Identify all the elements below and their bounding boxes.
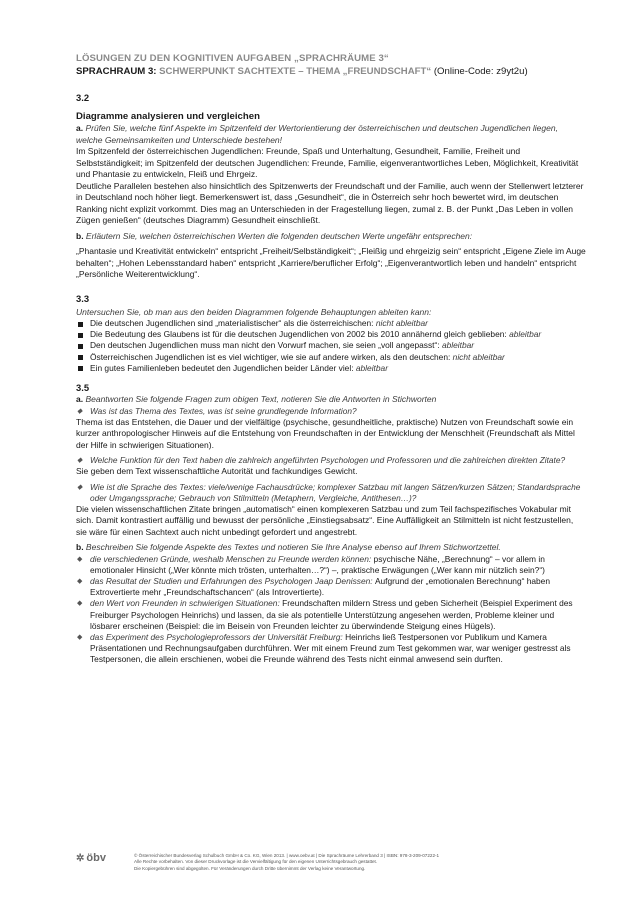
aspect-list bbox=[76, 554, 586, 666]
list-item bbox=[76, 352, 586, 363]
section-title-3-2: Diagramme analysieren und vergleichen bbox=[76, 111, 260, 122]
question-list bbox=[76, 482, 586, 504]
answer-paragraph: Deutliche Parallelen bestehen also hinsichtlich des Spitzenwerts der Freundschaft und der Familie, auch wenn der Stellenwert letzterer in Deutschland noch höher liegt. Bemerkenswert ist, dass „Gesundheit“, die in Österreich sehr hoch bewertet wird, im deutschen Ranking nicht explizit vorkommt. Dies mag an Unterschieden in der Fragestellung liegen, zumal z. B. der Punkt „Das Leben in vollen Zügen genießen“ (deutsches Diagramm) Gesundheit einschließt. bbox=[76, 180, 584, 225]
list-item bbox=[76, 576, 586, 598]
claim-answer: ableitbar bbox=[509, 329, 542, 340]
answer-paragraph: Im Spitzenfeld der österreichischen Jugendlichen: Freunde, Spaß und Unterhaltung, Gesundheit, Familie, Freiheit und Selbstständigkeit; im Spitzenfeld der deutschen Jugendlichen: Freunde, Familie, eigenverantwortliches Leben, Möglichkeit, Kreativität und Phantasie zu entwickeln, Fleiß und Ehrgeiz. bbox=[76, 146, 579, 179]
task-text: Erläutern Sie, welchen österreichischen Werten die folgenden deutschen Werte ungefähr entsprechen: bbox=[83, 230, 473, 241]
section-number-3-2: 3.2 bbox=[76, 92, 90, 103]
claim-answer: nicht ableitbar bbox=[452, 351, 505, 362]
list-item bbox=[76, 632, 586, 666]
claim-text: Ein gutes Familienleben bedeutet den Jugendlichen beider Länder viel: bbox=[90, 362, 356, 373]
section-number-3-5: 3.5 bbox=[76, 382, 90, 394]
copyright-line: Alle Rechte vorbehalten. Von dieser Druckvorlage ist die Vervielfältigung für den eigenen Unterrichtsgebrauch gestattet. bbox=[134, 859, 378, 865]
page-content bbox=[76, 52, 586, 666]
copyright-line: © Österreichischer Bundesverlag Schulbuch GmbH & Co. KG, Wien 2013. | www.oebv.at | Die Sprachräume Lehrerband 3 | ISBN: 978-3-209-07222-1 bbox=[134, 853, 440, 858]
task-3-5-a bbox=[76, 394, 586, 406]
question-item: ◆ Welche Funktion für den Text haben die zahlreich angeführten Psychologen und Professoren und die zahlreichen direkten Zitate? bbox=[76, 455, 586, 466]
task-label: b. bbox=[76, 542, 84, 553]
aspect-question: das Resultat der Studien und Erfahrungen des Psychologen Jaap Denissen: bbox=[90, 575, 375, 586]
answer-paragraph: Thema ist das Entstehen, die Dauer und der vielfältige (psychische, gesundheitliche, praktische) Nutzen von Freundschaft sowie ein kurzer anthropologischer Hinweis auf die Entstehung von Freundschaften in der Entwicklung der Menschheit (Freundschaft als Mittel der Hilfe in schwierigen Situationen). bbox=[76, 416, 575, 450]
copyright-text bbox=[134, 853, 564, 872]
aspect-answer: Heinrichs ließ Testpersonen vor Publikum und Kamera Präsentationen und Rechnungsaufgaben durchführen. Wer mit einem Freund zum Test gekommen war, war weniger gestresst als Testpersonen, die allein erschienen, wobei die Freunde während des Tests nicht einmal anwesend sein durften. bbox=[90, 631, 571, 665]
question-item: ◆ Was ist das Thema des Textes, was ist seine grundlegende Information? bbox=[76, 406, 586, 417]
question-item: ◆ Wie ist die Sprache des Textes: viele/wenige Fachausdrücke; komplexer Satzbau mit langen Sätzen/kurzen Sätzen; Standardsprache oder Umgangssprache; Gebrauch von Stilmitteln (Metaphern, Vergleiche, Antithesen…)? bbox=[76, 482, 586, 504]
logo-text: öbv bbox=[86, 852, 106, 864]
question-list bbox=[76, 406, 586, 417]
logo-star-icon: ✲ bbox=[76, 853, 85, 864]
list-item bbox=[76, 554, 586, 576]
header-prefix: SPRACHRAUM 3: bbox=[76, 66, 157, 77]
list-item bbox=[76, 598, 586, 632]
aspect-question: den Wert von Freunden in schwierigen Situationen: bbox=[90, 598, 283, 609]
list-item bbox=[76, 329, 586, 340]
claim-answer: ableitbar bbox=[441, 340, 475, 351]
publisher-logo bbox=[76, 852, 106, 864]
task-label: a. bbox=[76, 123, 84, 133]
claim-text: Die deutschen Jugendlichen sind „materialistischer“ als die österreichischen: bbox=[90, 318, 376, 328]
question-list bbox=[76, 455, 586, 466]
header-subtitle bbox=[76, 65, 586, 78]
aspect-answer: psychische Nähe, „Berechnung“ – vor allem in emotionaler Hinsicht („Wer könnte mich trösten, unterhalten…?“) –, praktische Erwägungen („Wer kann mir nützlich sein?“) bbox=[90, 553, 545, 575]
claim-text: Die Bedeutung des Glaubens ist für die deutschen Jugendlichen von 2002 bis 2010 annähernd gleich geblieben: bbox=[90, 329, 510, 340]
answer-paragraph: Sie geben dem Text wissenschaftliche Autorität und fachkundiges Gewicht. bbox=[76, 466, 358, 477]
claim-answer: nicht ableitbar bbox=[375, 318, 428, 328]
task-text: Prüfen Sie, welche fünf Aspekte im Spitzenfeld der Wertorientierung der österreichischen und deutschen Jugendlichen liegen, welche Gemeinsamkeiten und Unterschiede bestehen! bbox=[76, 123, 558, 145]
answer-paragraph: Die vielen wissenschaftlichen Zitate bringen „automatisch“ einen komplexeren Satzbau und zum Teil fachspezifisches Vokabular mit sich. Damit kontrastiert auffällig und bewusst der persönliche „Einstiegsabsatz“. Eine Auffälligkeit an Stilmitteln ist nicht festzustellen, sie wäre für einen Sachtext auch nicht unbedingt gefordert und angestrebt. bbox=[76, 503, 574, 537]
copyright-line: Die Kopiergebühren sind abgegolten. Für Veränderungen durch Dritte übernimmt der Verlag keine Verantwortung. bbox=[134, 865, 366, 871]
task-text: Beantworten Sie folgende Fragen zum obigen Text, notieren Sie die Antworten in Stichworten bbox=[83, 394, 437, 405]
task-3-2-b bbox=[76, 231, 586, 243]
list-item bbox=[76, 340, 586, 351]
header-title: LÖSUNGEN ZU DEN KOGNITIVEN AUFGABEN „SPRACHRÄUME 3“ bbox=[76, 53, 389, 64]
task-3-2-a bbox=[76, 123, 586, 146]
claim-text: Österreichischen Jugendlichen ist es viel wichtiger, wie sie auf andere wirken, als den deutschen: bbox=[90, 351, 453, 362]
task-3-5-b bbox=[76, 542, 586, 554]
section-number-3-3: 3.3 bbox=[76, 292, 90, 304]
aspect-answer: Freundschaften mildern Stress und geben Sicherheit (Beispiel Experiment des Freiburger Psychologen Heinrichs) und lassen, da sie als potentielle Unterstützung angesehen werden, Probleme kleiner und lösbarer erscheinen (Beispiel: die im Beisein von Freunden leichter zu überwindende Steigung eines Hügels). bbox=[90, 598, 573, 631]
task-label: b. bbox=[76, 230, 84, 241]
answer-paragraph: „Phantasie und Kreativität entwickeln“ entspricht „Freiheit/Selbständigkeit“; „Fleißig und ehrgeizig sein“ entspricht „Eigene Ziele im Auge behalten“; „Hohen Lebensstandard haben“ entspricht „Karriere/beruflicher Erfolg“; „Eigenverantwortlich leben und handeln“ entspricht „Persönliche Weiterentwicklung“. bbox=[76, 246, 586, 279]
aspect-answer: Aufgrund der „emotionalen Berechnung“ haben Extrovertierte mehr „Freundschaftschancen“ (als Introvertierte). bbox=[90, 575, 551, 598]
claims-list bbox=[76, 318, 586, 374]
online-code: (Online-Code: z9yt2u) bbox=[431, 66, 528, 77]
list-item bbox=[76, 318, 586, 329]
aspect-question: die verschiedenen Gründe, weshalb Menschen zu Freunde werden können: bbox=[90, 553, 374, 564]
aspect-question: das Experiment des Psychologieprofessors der Universität Freiburg: bbox=[90, 631, 346, 642]
claim-answer: ableitbar bbox=[355, 362, 388, 373]
claim-text: Den deutschen Jugendlichen muss man nicht den Vorwurf machen, sie seien „voll angepasst“: bbox=[90, 340, 442, 351]
task-label: a. bbox=[76, 394, 84, 405]
list-item bbox=[76, 363, 586, 374]
header-topic: SCHWERPUNKT SACHTEXTE – THEMA „FREUNDSCHAFT“ bbox=[156, 66, 432, 77]
task-text: Beschreiben Sie folgende Aspekte des Textes und notieren Sie Ihre Analyse ebenso auf Ihrem Stichwortzettel. bbox=[83, 542, 501, 553]
task-3-3: Untersuchen Sie, ob man aus den beiden Diagrammen folgende Behauptungen ableiten kann: bbox=[76, 306, 432, 317]
